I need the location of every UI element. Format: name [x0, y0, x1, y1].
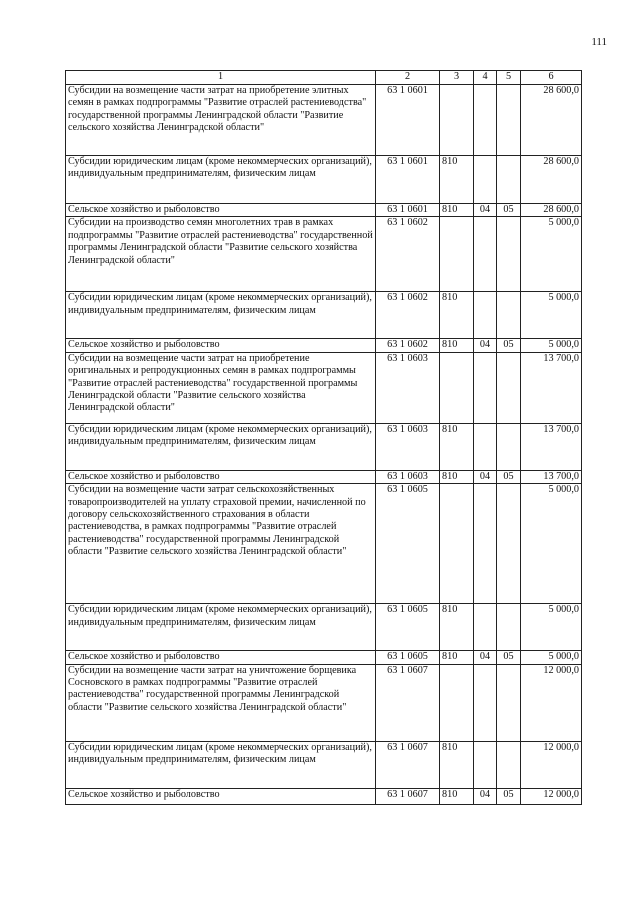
table-row [66, 352, 582, 423]
table-row [66, 292, 582, 339]
row-subsection-cell [497, 484, 521, 604]
row-section-cell [474, 664, 497, 741]
column-header: 3 [440, 71, 474, 85]
row-expense-type-cell: 810 [440, 339, 474, 352]
row-amount-cell: 12 000,0 [521, 788, 582, 804]
row-subsection-cell [497, 292, 521, 339]
row-subsection-cell: 05 [497, 339, 521, 352]
row-section-cell [474, 85, 497, 156]
row-section-cell [474, 217, 497, 292]
row-code-cell: 63 1 0605 [376, 484, 440, 604]
row-expense-type-cell [440, 664, 474, 741]
row-subsection-cell [497, 352, 521, 423]
row-section-cell [474, 352, 497, 423]
row-name-cell: Субсидии юридическим лицам (кроме некоммерческих организаций), индивидуальным предпринимателям, физическим лицам [66, 604, 376, 651]
row-amount-cell: 13 700,0 [521, 423, 582, 470]
row-expense-type-cell: 810 [440, 741, 474, 788]
row-subsection-cell [497, 664, 521, 741]
table-row [66, 470, 582, 483]
table-row [66, 788, 582, 804]
row-code-cell: 63 1 0602 [376, 292, 440, 339]
row-amount-cell: 5 000,0 [521, 217, 582, 292]
row-section-cell: 04 [474, 339, 497, 352]
row-name-cell: Субсидии на возмещение части затрат на уничтожение борщевика Сосновского в рамках подпрограммы "Развитие отраслей растениеводства" государственной программы Ленинградской области "Развитие сельского хозяйства Ленинградской области" [66, 664, 376, 741]
row-name-cell: Сельское хозяйство и рыболовство [66, 651, 376, 664]
row-amount-cell: 5 000,0 [521, 651, 582, 664]
row-code-cell: 63 1 0603 [376, 470, 440, 483]
column-header: 2 [376, 71, 440, 85]
table-row [66, 156, 582, 204]
row-subsection-cell [497, 741, 521, 788]
table-row [66, 664, 582, 741]
row-name-cell: Субсидии юридическим лицам (кроме некоммерческих организаций), индивидуальным предпринимателям, физическим лицам [66, 423, 376, 470]
row-code-cell: 63 1 0607 [376, 741, 440, 788]
row-amount-cell: 5 000,0 [521, 484, 582, 604]
row-name-cell: Субсидии юридическим лицам (кроме некоммерческих организаций), индивидуальным предпринимателям, физическим лицам [66, 292, 376, 339]
row-section-cell: 04 [474, 651, 497, 664]
row-expense-type-cell: 810 [440, 292, 474, 339]
row-code-cell: 63 1 0601 [376, 85, 440, 156]
row-name-cell: Субсидии на возмещение части затрат на приобретение оригинальных и репродукционных семян в рамках подпрограммы "Развитие отраслей растениеводства" государственной программы Ленинградской области "Развитие сельского хозяйства Ленинградской области" [66, 352, 376, 423]
table-row [66, 604, 582, 651]
row-expense-type-cell: 810 [440, 788, 474, 804]
row-expense-type-cell: 810 [440, 423, 474, 470]
row-amount-cell: 12 000,0 [521, 741, 582, 788]
row-name-cell: Субсидии на возмещение части затрат сельскохозяйственных товаропроизводителей на уплату страховой премии, начисленной по договору сельскохозяйственного страхования в области растениеводства, в рамках подпрограммы "Развитие отраслей растениеводства" государственной программы Ленинградской области "Развитие сельского хозяйства Ленинградской области" [66, 484, 376, 604]
row-code-cell: 63 1 0607 [376, 788, 440, 804]
row-expense-type-cell [440, 352, 474, 423]
row-expense-type-cell: 810 [440, 204, 474, 217]
row-subsection-cell: 05 [497, 204, 521, 217]
row-expense-type-cell [440, 85, 474, 156]
row-section-cell: 04 [474, 470, 497, 483]
table-row [66, 339, 582, 352]
table-row [66, 85, 582, 156]
column-header: 1 [66, 71, 376, 85]
column-header: 5 [497, 71, 521, 85]
row-expense-type-cell: 810 [440, 604, 474, 651]
row-name-cell: Субсидии юридическим лицам (кроме некоммерческих организаций), индивидуальным предпринимателям, физическим лицам [66, 741, 376, 788]
row-subsection-cell [497, 156, 521, 204]
row-code-cell: 63 1 0603 [376, 423, 440, 470]
table-header-row [66, 71, 582, 85]
row-code-cell: 63 1 0602 [376, 339, 440, 352]
row-expense-type-cell: 810 [440, 156, 474, 204]
column-header: 6 [521, 71, 582, 85]
row-subsection-cell [497, 85, 521, 156]
row-subsection-cell [497, 217, 521, 292]
row-subsection-cell: 05 [497, 470, 521, 483]
row-section-cell [474, 741, 497, 788]
table-row [66, 651, 582, 664]
row-section-cell [474, 156, 497, 204]
row-amount-cell: 5 000,0 [521, 339, 582, 352]
row-expense-type-cell: 810 [440, 651, 474, 664]
row-name-cell: Субсидии на производство семян многолетних трав в рамках подпрограммы "Развитие отраслей растениеводства" государственной программы Ленинградской области "Развитие сельского хозяйства Ленинградской области" [66, 217, 376, 292]
row-section-cell [474, 604, 497, 651]
row-amount-cell: 12 000,0 [521, 664, 582, 741]
row-name-cell: Сельское хозяйство и рыболовство [66, 470, 376, 483]
row-section-cell [474, 292, 497, 339]
row-name-cell: Субсидии на возмещение части затрат на приобретение элитных семян в рамках подпрограммы "Развитие отраслей растениеводства" государственной программы Ленинградской области "Развитие сельского хозяйства Ленинградской области" [66, 85, 376, 156]
row-subsection-cell [497, 604, 521, 651]
row-section-cell: 04 [474, 204, 497, 217]
row-section-cell: 04 [474, 788, 497, 804]
row-expense-type-cell [440, 217, 474, 292]
row-amount-cell: 13 700,0 [521, 470, 582, 483]
table-row [66, 741, 582, 788]
row-amount-cell: 28 600,0 [521, 156, 582, 204]
row-code-cell: 63 1 0605 [376, 651, 440, 664]
row-code-cell: 63 1 0607 [376, 664, 440, 741]
table-row [66, 423, 582, 470]
row-code-cell: 63 1 0603 [376, 352, 440, 423]
row-code-cell: 63 1 0605 [376, 604, 440, 651]
row-subsection-cell [497, 423, 521, 470]
row-section-cell [474, 423, 497, 470]
row-subsection-cell: 05 [497, 651, 521, 664]
row-section-cell [474, 484, 497, 604]
budget-table [65, 70, 582, 805]
row-amount-cell: 5 000,0 [521, 292, 582, 339]
row-name-cell: Сельское хозяйство и рыболовство [66, 204, 376, 217]
row-amount-cell: 28 600,0 [521, 85, 582, 156]
row-code-cell: 63 1 0602 [376, 217, 440, 292]
row-amount-cell: 28 600,0 [521, 204, 582, 217]
column-header: 4 [474, 71, 497, 85]
table-row [66, 217, 582, 292]
table-row [66, 484, 582, 604]
page-number: 111 [591, 36, 607, 48]
row-code-cell: 63 1 0601 [376, 156, 440, 204]
row-expense-type-cell [440, 484, 474, 604]
row-expense-type-cell: 810 [440, 470, 474, 483]
row-amount-cell: 5 000,0 [521, 604, 582, 651]
row-code-cell: 63 1 0601 [376, 204, 440, 217]
row-amount-cell: 13 700,0 [521, 352, 582, 423]
row-name-cell: Сельское хозяйство и рыболовство [66, 339, 376, 352]
table-body [66, 85, 582, 805]
row-name-cell: Субсидии юридическим лицам (кроме некоммерческих организаций), индивидуальным предпринимателям, физическим лицам [66, 156, 376, 204]
row-name-cell: Сельское хозяйство и рыболовство [66, 788, 376, 804]
table-row [66, 204, 582, 217]
row-subsection-cell: 05 [497, 788, 521, 804]
